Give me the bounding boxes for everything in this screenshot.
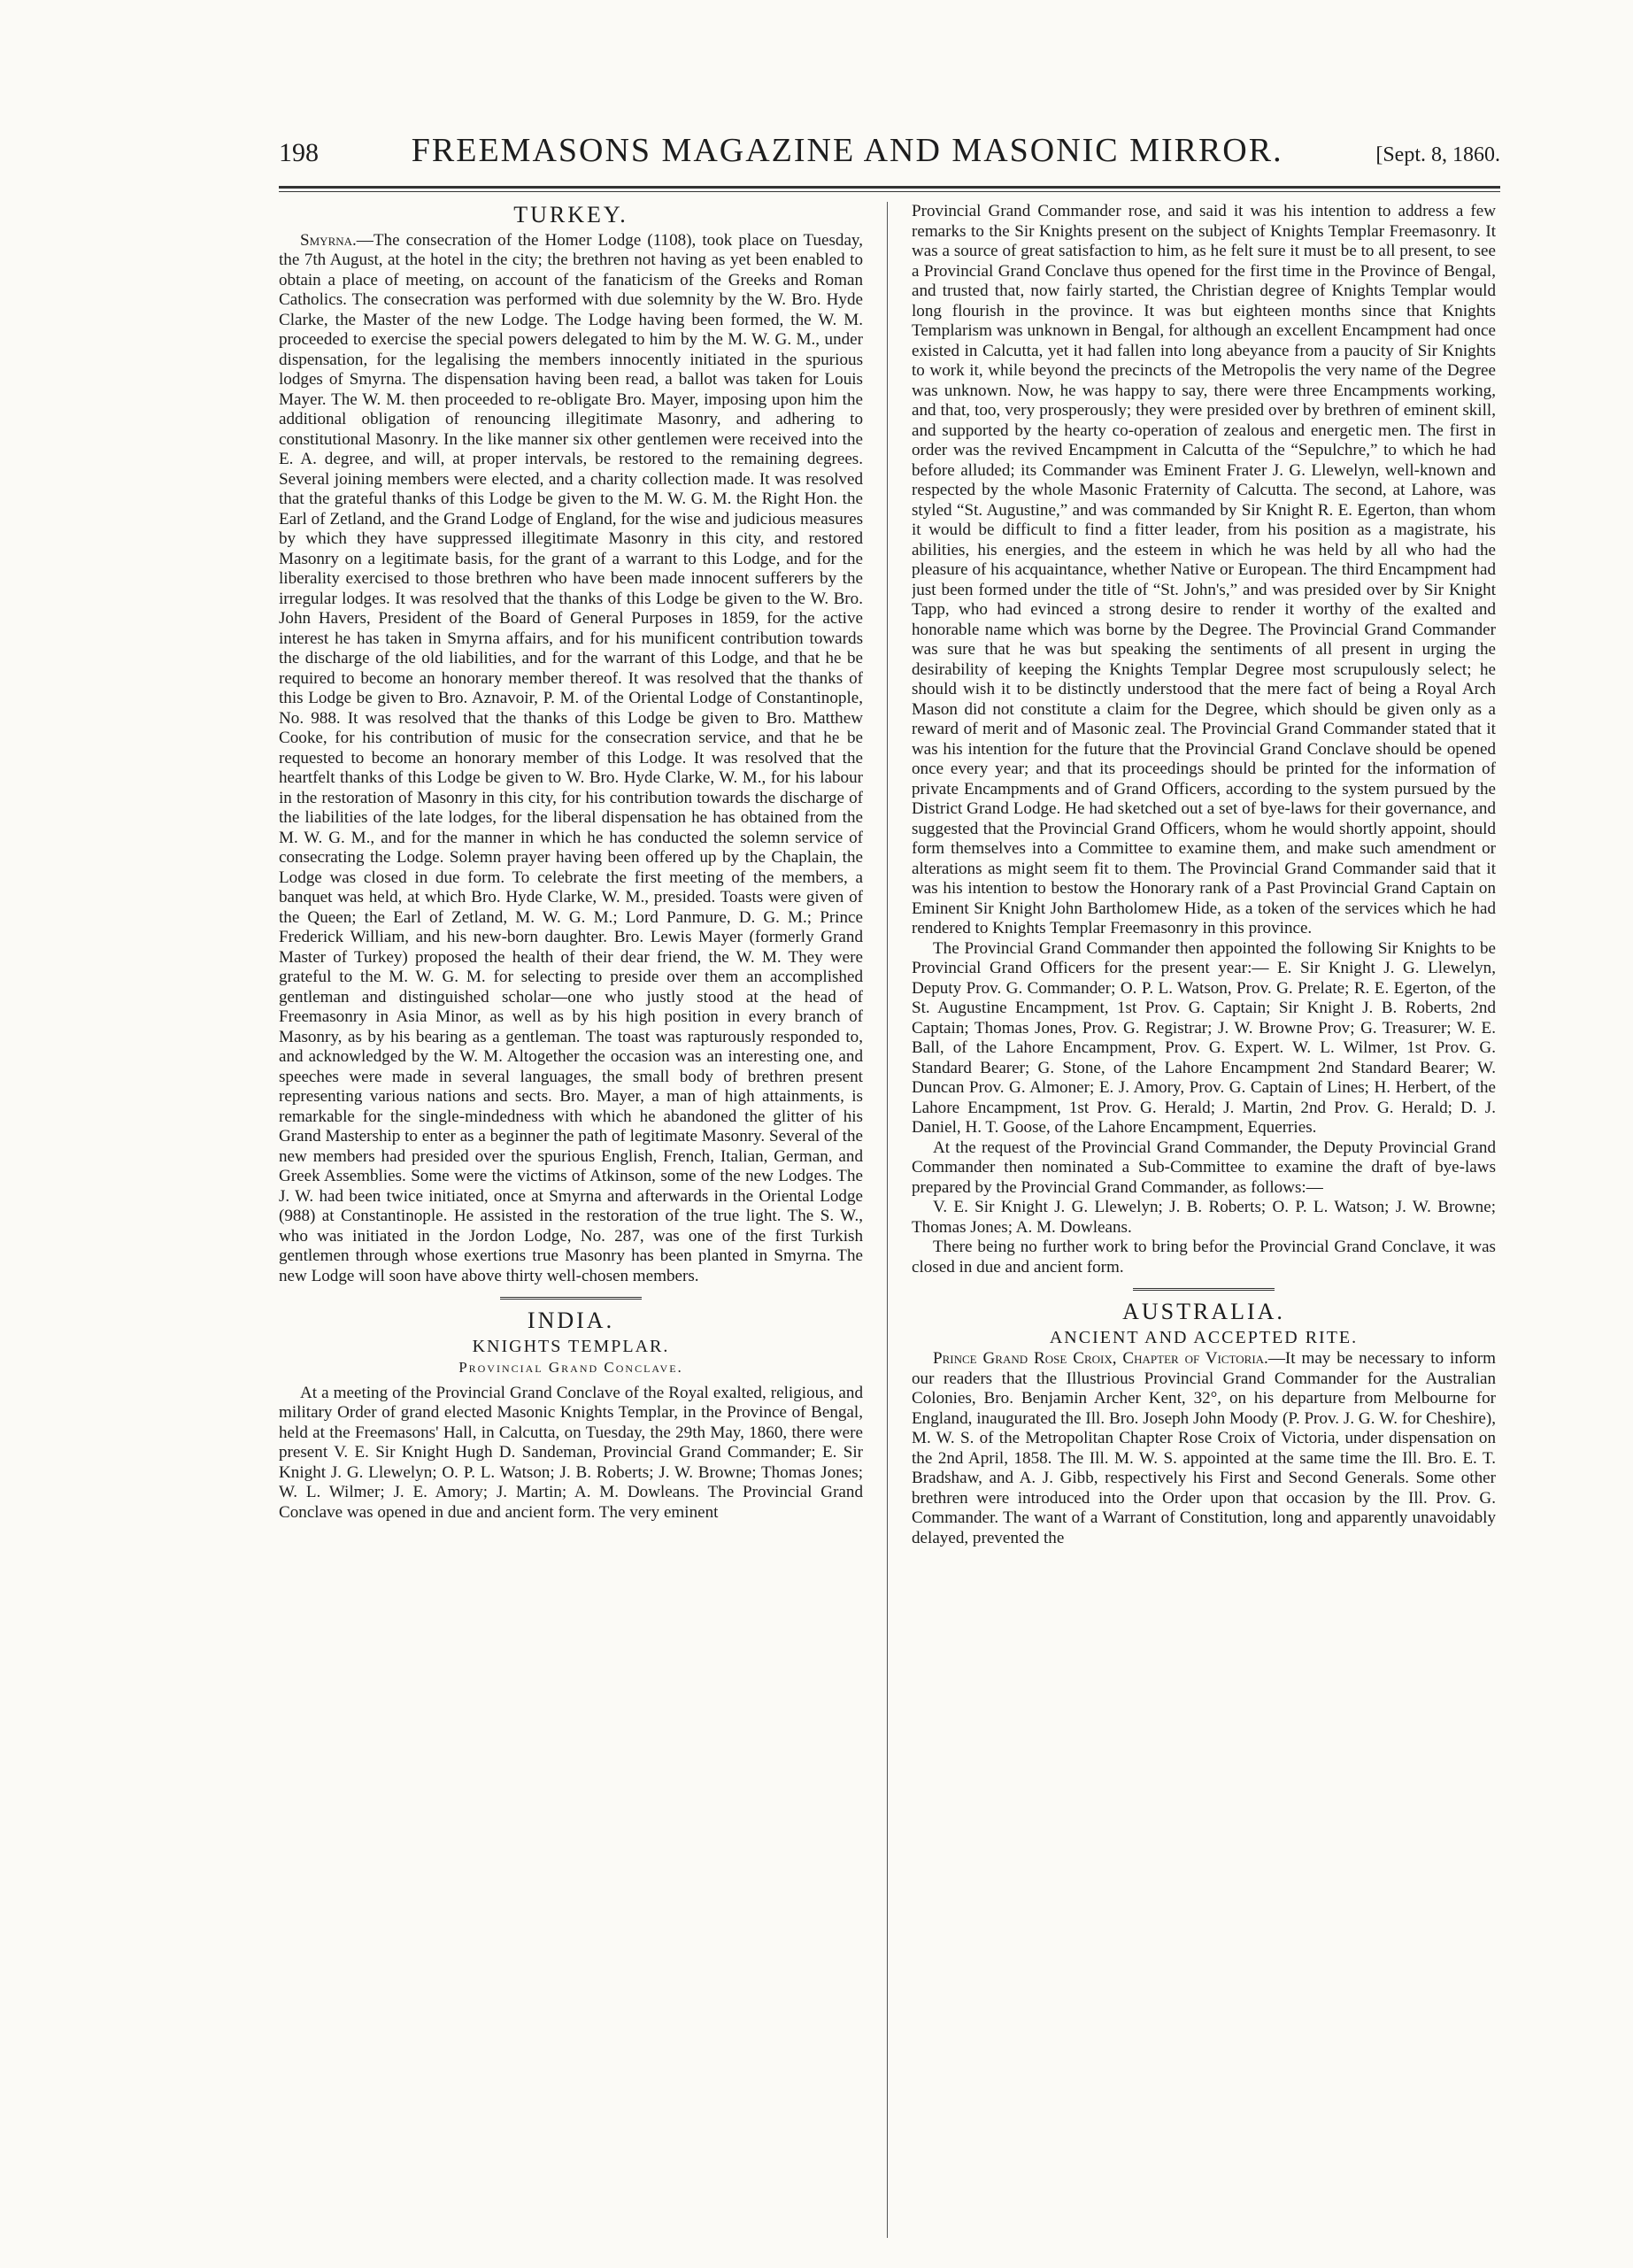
turkey-lead: Smyrna. (300, 230, 357, 250)
australia-subheading: ANCIENT AND ACCEPTED RITE. (1049, 1327, 1359, 1347)
australia-body: —It may be necessary to inform our readers that the Illustrious Provincial Grand Commander for the Australian Colonies, Bro. Benjamin Archer Kent, 32°, on his departure from Melbourne for England, inaugurated the Ill. Bro. Joseph John Moody (P. Prov. J. G. W. for Cheshire), M. W. S. of the Metropolitan Chapter Rose Croix of Victoria, under dispensation on the 2nd April, 1858. The Ill. M. W. S. appointed at the same time the Ill. Bro. E. T. Bradshaw, and A. J. Gibb, respectively his First and Second Generals. Some other brethren were introduced into the Order upon that occasion by the Ill. Prov. G. Commander. The want of a Warrant of Constitution, long and apparently unavoidably delayed, prevented the (912, 1349, 1496, 1547)
india-continued-p3: At the request of the Provincial Grand Commander, the Deputy Provincial Grand Commander then nominated a Sub-Committee to examine the draft of bye-laws prepared by the Provincial Grand Commander, as follows:— (912, 1138, 1496, 1197)
india-body: At a meeting of the Provincial Grand Conclave of the Royal exalted, religious, and military Order of grand elected Masonic Knights Templar, in the Province of Bengal, held at the Freemasons' Hall, in Calcutta, on Tuesday, the 29th May, 1860, there were present V. E. Sir Knight Hugh D. Sandeman, Provincial Grand Commander; E. Sir Knight J. G. Llewelyn; O. P. L. Watson; J. B. Roberts; J. W. Browne; Thomas Jones; W. L. Wilmer; J. E. Amory; J. Martin; A. M. Dowleans. The Provincial Grand Conclave was opened in due and ancient form. The very eminent (279, 1383, 863, 1522)
section-separator (1133, 1288, 1275, 1293)
india-heading: INDIA. (527, 1308, 615, 1333)
left-column (279, 202, 863, 2238)
turkey-body: —The consecration of the Homer Lodge (1108), took place on Tuesday, the 7th August, at the hotel in the city; the brethren not having as yet been enabled to obtain a place of meeting, on account of the fanaticism of the Greeks and Roman Catholics. The consecration was performed with due solemnity by the W. Bro. Hyde Clarke, the Master of the new Lodge. The Lodge having been formed, the W. M. proceeded to exercise the special powers delegated to him by the M. W. G. M., under dispensation, for the legalising the members innocently initiated in the spurious lodges of Smyrna. The dispensation having been read, a ballot was taken for Louis Mayer. The W. M. then proceeded to re-obligate Bro. Mayer, imposing upon him the additional obligation of renouncing illegitimate Masonry, and adhering to constitutional Masonry. In the like manner six other gentlemen were received into the E. A. degree, and will, at proper intervals, be restored to the remaining degrees. Several joining members were elected, and a charity collection made. It was resolved that the grateful thanks of this Lodge be given to the M. W. G. M. the Right Hon. the Earl of Zetland, and the Grand Lodge of England, for the wise and judicious measures by which they have suppressed illegitimate Masonry in this city, and restored Masonry on a legitimate basis, for the grant of a warrant to this Lodge, and for the liberality exercised to those brethren who have been made innocent sufferers by the irregular lodges. It was resolved that the thanks of this Lodge be given to the W. Bro. John Havers, President of the Board of General Purposes in 1859, for the active interest he has taken in Smyrna affairs, and for his munificent contribution towards the discharge of the old liabilities, and for the warrant of this Lodge, and that he be required to become an honorary member thereof. It was resolved that the thanks of this Lodge be given to Bro. Aznavoir, P. M. of the Oriental Lodge of Constantinople, No. 988. It was resolved that the thanks of this Lodge be given to Bro. Matthew Cooke, for his contribution of music for the consecration service, and that he be requested to become an honorary member of this Lodge. It was resolved that the heartfelt thanks of this Lodge be given to W. Bro. Hyde Clarke, W. M., for his labour in the restoration of Masonry in this city, for his contribution towards the discharge of the liabilities of the late lodges, for the liberal dispensation he has obtained from the M. W. G. M., and for the manner in which he has conducted the solemn service of consecrating the Lodge. Solemn prayer having been offered up by the Chaplain, the Lodge was closed in due form. To celebrate the first meeting of the members, a banquet was held, at which Bro. Hyde Clarke, W. M., presided. Toasts were given of the Queen; the Earl of Zetland, M. W. G. M.; Lord Panmure, D. G. M.; Prince Frederick William, and his new-born daughter. Bro. Lewis Mayer (formerly Grand Master of Turkey) proposed the health of their dear friend, the W. M. They were grateful to the M. W. G. M. for selecting to preside over them an accomplished gentleman and distinguished scholar—one who justly stood at the head of Freemasonry in Asia Minor, as well as by his high position in every branch of Masonry, as by his bearing as a gentleman. The toast was rapturously responded to, and acknowledged by the W. M. Altogether the occasion was an interesting one, and speeches were made in several languages, the small body of brethren present representing various nations and sects. Bro. Mayer, a man of high attainments, is remarkable for the single-mindedness with which he abandoned the glitter of his Grand Mastership to enter as a beginner the path of legitimate Masonry. Several of the new members had presided over the spurious English, French, Italian, German, and Greek Assemblies. Some were the victims of Atkinson, some of the new Lodges. The J. W. had been twice initiated, once at Smyrna and afterwards in the Oriental Lodge (988) at Constantinople. He assisted in the restoration of the true light. The S. W., who was initiated in the Jordon Lodge, No. 287, was one of the first Turkish gentlemen through whose exertions true Masonry has been planted in Smyrna. The new Lodge will soon have above thirty well-chosen members. (279, 230, 863, 1285)
issue-date: [Sept. 8, 1860. (1375, 143, 1500, 166)
india-continued-p5: There being no further work to bring befor the Provincial Grand Conclave, it was closed in due and ancient form. (912, 1238, 1496, 1277)
india-continued-p2: The Provincial Grand Commander then appointed the following Sir Knights to be Provincial Grand Officers for the present year:— E. Sir Knight J. G. Llewelyn, Deputy Prov. G. Commander; O. P. L. Watson, Prov. G. Prelate; R. E. Egerton, of the St. Augustine Encampment, 1st Prov. G. Captain; Sir Knight J. B. Roberts, 2nd Captain; Thomas Jones, Prov. G. Registrar; J. W. Browne Prov; G. Treasurer; W. E. Ball, of the Lahore Encampment, Prov. G. Expert. W. L. Wilmer, 1st Prov. G. Standard Bearer; G. Stone, of the Lahore Encampment 2nd Standard Bearer; W. Duncan Prov. G. Almoner; E. J. Amory, Prov. G. Captain of Lines; H. Herbert, of the Lahore Encampment, 1st Prov. G. Herald; J. Martin, 2nd Prov. G. Herald; D. J. Daniel, H. T. Goose, of the Lahore Encampment, Equerries. (912, 938, 1496, 1137)
header-rule (279, 186, 1500, 189)
page-number: 198 (279, 138, 319, 167)
masthead: FREEMASONS MAGAZINE AND MASONIC MIRROR. (411, 132, 1283, 169)
page-header (279, 131, 1500, 184)
turkey-heading: TURKEY. (513, 202, 628, 228)
right-column (912, 202, 1496, 2238)
column-divider (887, 202, 888, 2238)
india-subsubheading: Provincial Grand Conclave. (458, 1359, 683, 1376)
header-rule-thin (279, 191, 1500, 192)
india-subheading: KNIGHTS TEMPLAR. (472, 1336, 670, 1356)
section-separator (500, 1297, 642, 1302)
turkey-article (279, 231, 863, 1287)
australia-heading: AUSTRALIA. (1122, 1299, 1285, 1324)
australia-lead: Prince Grand Rose Croix, Chapter of Victoria. (933, 1349, 1268, 1368)
india-continued-p1: Provincial Grand Commander rose, and said it was his intention to address a few remarks to the Sir Knights present on the subject of Knights Templar Freemasonry. It was a source of great satisfaction to him, as he felt sure it must be to all present, to see a Provincial Grand Conclave thus opened for the first time in the Province of Bengal, and trusted that, now fairly started, the Christian degree of Knights Templar would long flourish in the province. It was but eighteen months since that Knights Templarism was unknown in Bengal, for although an excellent Encampment had once existed in Calcutta, yet it had fallen into long abeyance from a paucity of Sir Knights to work it, while beyond the precincts of the Metropolis the very name of the Degree was unknown. Now, he was happy to say, there were three Encampments working, and that, too, very prosperously; they were presided over by brethren of eminent skill, and supported by the hearty co-operation of zealous and energetic men. The first in order was the revived Encampment in Calcutta of the “Sepulchre,” to which he had before alluded; its Commander was Eminent Frater J. G. Llewelyn, well-known and respected by the whole Masonic Fraternity of Calcutta. The second, at Lahore, was styled “St. Augustine,” and was commanded by Sir Knight R. E. Egerton, than whom it would be difficult to find a fitter leader, from his position as a magistrate, his abilities, his energies, and the esteem in which he was held by all who had the pleasure of his acquaintance, whether Native or European. The third Encampment had just been formed under the title of “St. John's,” and was presided over by Sir Knight Tapp, who had evinced a strong desire to render it worthy of the exalted and honorable name which was borne by the Degree. The Provincial Grand Commander was sure that he was but speaking the sentiments of all present in urging the desirability of keeping the Knights Templar Degree most scrupulously select; he should wish it to be distinctly understood that the mere fact of being a Royal Arch Mason did not constitute a claim for the Degree, which should be given only as a reward of merit and of Masonic zeal. The Provincial Grand Commander stated that it was his intention for the future that the Provincial Grand Conclave should be opened once every year; and that its proceedings should be printed for the information of private Encampments and of Grand Officers, according to the system pursued by the District Grand Lodge. He had sketched out a set of bye-laws for their governance, and suggested that the Provincial Grand Officers, whom he would shortly appoint, should form themselves into a Committee to examine them, and make such amendment or alterations as might seem fit to them. The Provincial Grand Commander said that it was his intention to bestow the Honorary rank of a Past Provincial Grand Captain on Eminent Sir Knight John Bartholomew Hide, as a token of the services which he had rendered to Knights Templar Freemasonry in this province. (912, 202, 1496, 937)
india-continued-p4: V. E. Sir Knight J. G. Llewelyn; J. B. Roberts; O. P. L. Watson; J. W. Browne; Thomas Jones; A. M. Dowleans. (912, 1198, 1496, 1237)
australia-article (912, 1349, 1496, 1548)
